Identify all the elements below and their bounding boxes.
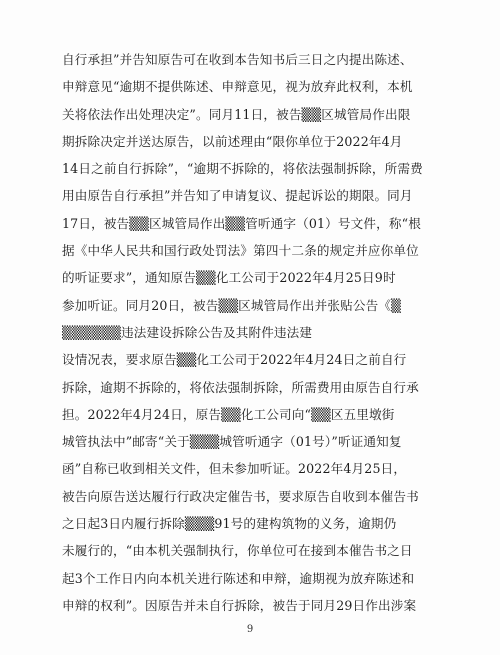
text-line: 城管执法中”邮寄“关于▒▒▒城管听通字（01号）”听证通知复 [62, 434, 402, 450]
text-line: 担。2022年4月24日，原告▒▒化工公司向“▒▒区五里墩街 [62, 406, 395, 422]
text-line: 自行承担”并告知原告可在收到本告知书后三日之内提出陈述、 [62, 52, 413, 67]
text-line: 14日之前自行拆除”，“逾期不拆除的，将依法强制拆除，所需费 [62, 161, 423, 177]
text-line: 之日起3日内履行拆除▒▒▒91号的建构筑物的义务，逾期仍 [62, 516, 397, 532]
text-line: 被告向原告送达履行行政决定催告书，要求原告自收到本催告书 [62, 488, 419, 504]
text-line: 未履行的，“由本机关强制执行，你单位可在接到本催告书之日 [62, 543, 413, 559]
text-line: 函”自称已收到相关文件，但未参加听证。2022年4月25日， [62, 461, 407, 477]
text-line: 期拆除决定并送达原告，以前述理由“限你单位于2022年4月 [62, 133, 403, 149]
text-line: 参加听证。同月20日，被告▒▒区城管局作出并张贴公告《▒ [62, 297, 401, 313]
text-line: 17日，被告▒▒区城管局作出▒▒管听通字（01）号文件，称“根 [62, 215, 421, 231]
text-line: 据《中华人民共和国行政处罚法》第四十二条的规定并应你单位 [62, 243, 419, 259]
text-line: ▒▒▒▒▒▒违法建设拆除公告及其附件违法建 [62, 324, 313, 340]
text-line: 的听证要求”，通知原告▒▒化工公司于2022年4月25日9时 [62, 270, 396, 286]
text-line: 设情况表，要求原告▒▒化工公司于2022年4月24日之前自行 [62, 352, 407, 368]
text-line: 申辩的权利”。因原告并未自行拆除，被告于同月29日作出涉案 [62, 597, 417, 613]
text-line: 申辩意见“逾期不提供陈述、申辩意见，视为放弃此权利，本机 [62, 79, 413, 95]
text-line: 关将依法作出处理决定”。同月11日，被告▒▒区城管局作出限 [62, 106, 411, 122]
body-text [62, 46, 447, 619]
text-line: 用由原告自行承担”并告知了申请复议、提起诉讼的期限。同月 [62, 188, 413, 204]
text-line: 起3个工作日内向本机关进行陈述和申辩，逾期视为放弃陈述和 [62, 570, 415, 586]
text-line: 拆除，逾期不拆除的，将依法强制拆除，所需费用由原告自行承 [62, 379, 419, 395]
page-number: 9 [246, 624, 254, 635]
